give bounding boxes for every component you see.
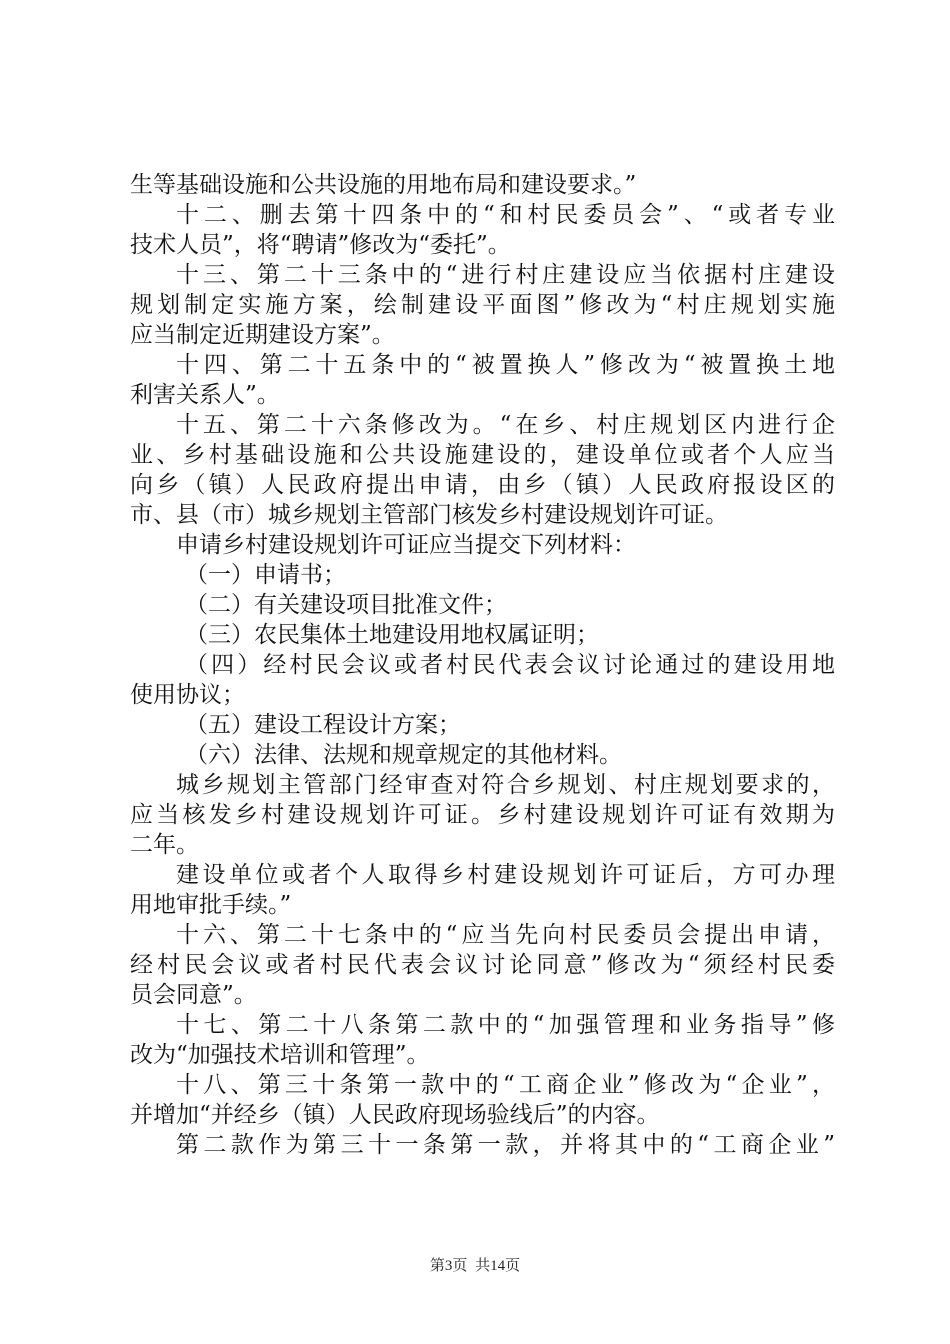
text-line: 应当核发乡村建设规划许可证。乡村建设规划许可证有效期为 bbox=[130, 802, 835, 828]
text-line: 并增加“并经乡（镇）人民政府现场验线后”的内容。 bbox=[130, 1102, 660, 1128]
list-item: （五）建设工程设计方案； bbox=[185, 712, 461, 738]
text-line: 申请乡村建设规划许可证应当提交下列材料： bbox=[176, 532, 636, 558]
text-line: 建设单位或者个人取得乡村建设规划许可证后，方可办理 bbox=[176, 862, 835, 888]
list-item: （三）农民集体土地建设用地权属证明； bbox=[185, 622, 599, 648]
list-item: （六）法律、法规和规章规定的其他材料。 bbox=[185, 742, 622, 768]
text-line: 向乡（镇）人民政府提出申请，由乡（镇）人民政府报设区的 bbox=[130, 472, 835, 498]
text-line: 用地审批手续。” bbox=[130, 892, 292, 918]
text-line: 城乡规划主管部门经审查对符合乡规划、村庄规划要求的， bbox=[176, 772, 835, 798]
text-line: 业、乡村基础设施和公共设施建设的，建设单位或者个人应当 bbox=[130, 442, 835, 468]
text-line: 经村民会议或者村民代表会议讨论同意”修改为“须经村民委 bbox=[130, 952, 835, 978]
text-line: 十二、删去第十四条中的“和村民委员会”、“或者专业 bbox=[176, 202, 835, 228]
text-line: 十三、第二十三条中的“进行村庄建设应当依据村庄建设 bbox=[176, 262, 835, 288]
text-line: 十五、第二十六条修改为。“在乡、村庄规划区内进行企 bbox=[176, 412, 835, 438]
text-line: 利害关系人”。 bbox=[130, 382, 280, 408]
text-line: 十八、第三十条第一款中的“工商企业”修改为“企业”， bbox=[176, 1072, 835, 1098]
text-line: 十六、第二十七条中的“应当先向村民委员会提出申请， bbox=[176, 922, 835, 948]
text-line: 十七、第二十八条第二款中的“加强管理和业务指导”修 bbox=[176, 1012, 835, 1038]
text-line: 员会同意”。 bbox=[130, 982, 257, 1008]
text-line: 市、县（市）城乡规划主管部门核发乡村建设规划许可证。 bbox=[130, 502, 728, 528]
document-body bbox=[130, 170, 835, 1160]
text-line: 生等基础设施和公共设施的用地布局和建设要求。” bbox=[130, 172, 637, 198]
text-line: 应当制定近期建设方案”。 bbox=[130, 322, 395, 348]
text-line: 规划制定实施方案，绘制建设平面图”修改为“村庄规划实施 bbox=[130, 292, 835, 318]
list-item: （二）有关建设项目批准文件； bbox=[185, 592, 507, 618]
text-line: 技术人员”，将“聘请”修改为“委托”。 bbox=[130, 232, 511, 258]
text-line: 第二款作为第三十一条第一款，并将其中的“工商企业” bbox=[176, 1132, 835, 1158]
text-line: 二年。 bbox=[130, 832, 199, 858]
list-item: （一）申请书； bbox=[185, 562, 346, 588]
text-line: 使用协议； bbox=[130, 682, 245, 708]
list-item: （四）经村民会议或者村民代表会议讨论通过的建设用地 bbox=[185, 652, 835, 678]
text-line: 十四、第二十五条中的“被置换人”修改为“被置换土地 bbox=[176, 352, 835, 378]
text-line: 改为“加强技术培训和管理”。 bbox=[130, 1042, 430, 1068]
page-number-footer: 第3页 共14页 bbox=[429, 1258, 521, 1274]
